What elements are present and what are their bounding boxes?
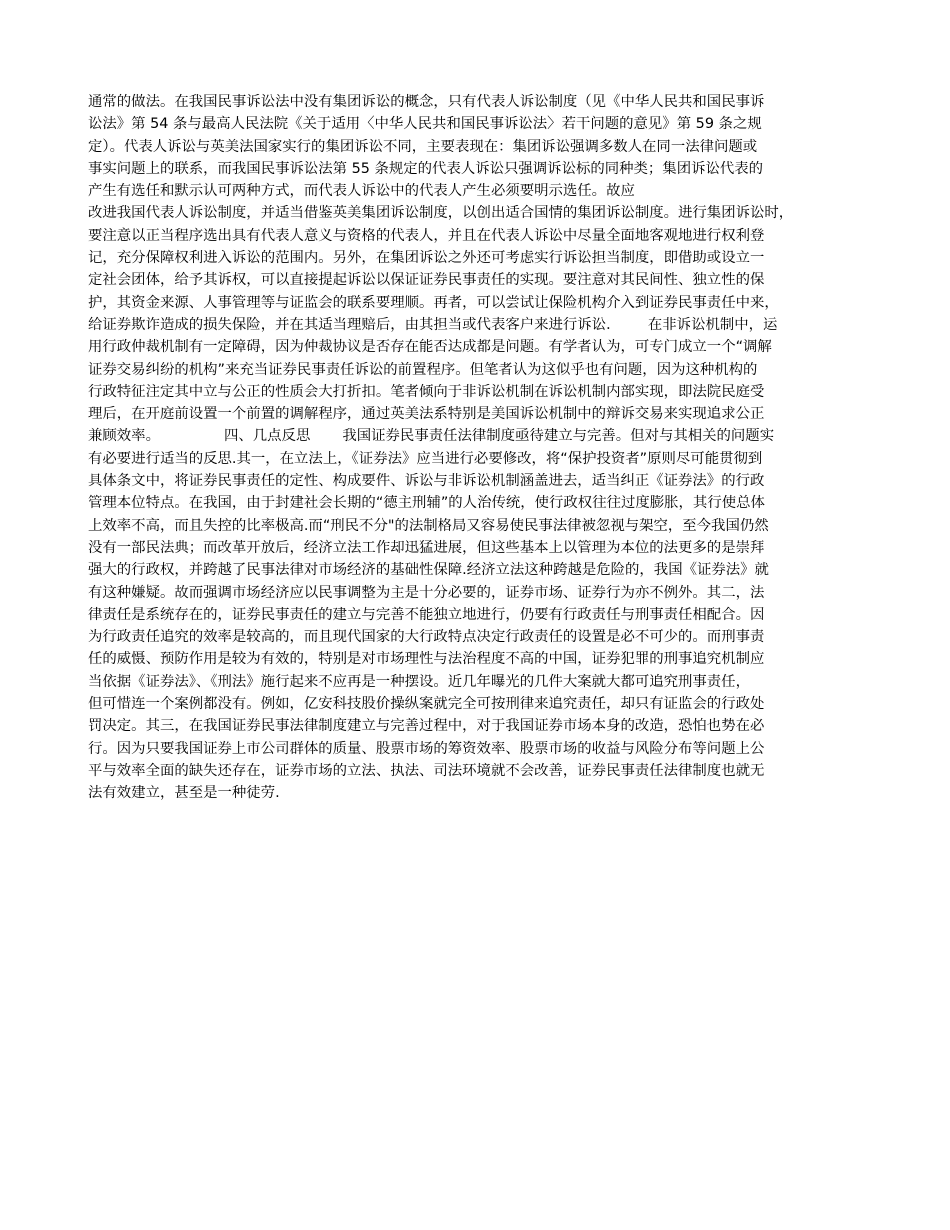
text-line: 管理本位特点。在我国，由于封建社会长期的“德主刑辅”的人治传统，使行政权往往过度膨胀，其行使总体 bbox=[88, 495, 765, 512]
text-line: 行政特征注定其中立与公正的性质会大打折扣。笔者倾向于非诉讼机制在诉讼机制内部实现，即法院民庭受 bbox=[88, 383, 765, 400]
text-line: 有必要进行适当的反思.其一，在立法上，《证券法》应当进行必要修改，将“保护投资者”原则尽可能贯彻到 bbox=[88, 450, 763, 467]
text-line: 改进我国代表人诉讼制度，并适当借鉴英美集团诉讼制度，以创出适合国情的集团诉讼制度。进行集团诉讼时， bbox=[88, 205, 794, 222]
text-line: 但可惜连一个案例都没有。例如，亿安科技股价操纵案就完全可按刑律来追究责任，却只有证监会的行政处 bbox=[88, 696, 765, 713]
text-line: 上效率不高，而且失控的比率极高.而“刑民不分"的法制格局又容易使民事法律被忽视与架空，至今我国仍然 bbox=[88, 517, 769, 534]
text-line: 法有效建立，甚至是一种徒劳. bbox=[88, 785, 280, 802]
text-line: 罚决定。其三，在我国证券民事法律制度建立与完善过程中，对于我国证券市场本身的改造，恐怕也势在必 bbox=[88, 718, 765, 735]
text-line: 兼顾效率。 四、几点反思 我国证券民事责任法律制度亟待建立与完善。但对与其相关的问题实 bbox=[88, 428, 775, 445]
text-line: 律责任是系统存在的，证券民事责任的建立与完善不能独立地进行，仍要有行政责任与刑事责任相配合。因 bbox=[88, 606, 765, 623]
text-line: 通常的做法。在我国民事诉讼法中没有集团诉讼的概念，只有代表人诉讼制度（见《中华人民共和国民事诉 bbox=[88, 94, 765, 110]
text-line: 讼法》第 54 条与最高人民法院《关于适用〈中华人民共和国民事诉讼法〉若干问题的意见》第 59 条之规 bbox=[88, 116, 762, 133]
text-line: 用行政仲裁机制有一定障碍，因为仲裁协议是否存在能否达成都是问题。有学者认为，可专门成立一个“调解 bbox=[88, 339, 772, 356]
text-line: 具体条文中，将证券民事责任的定性、构成要件、诉讼与非诉讼机制涵盖进去，适当纠正《证券法》的行政 bbox=[88, 473, 765, 490]
text-line: 任的威慑、预防作用是较为有效的，特别是对市场理性与法治程度不高的中国，证券犯罪的刑事追究机制应 bbox=[88, 651, 765, 668]
text-line: 强大的行政权，并跨越了民事法律对市场经济的基础性保障.经济立法这种跨越是危险的，我国《证券法》就 bbox=[88, 562, 769, 579]
text-line: 为行政责任追究的效率是较高的，而且现代国家的大行政特点决定行政责任的设置是必不可少的。而刑事责 bbox=[88, 629, 765, 646]
text-line: 证券交易纠纷的机构”来充当证券民事责任诉讼的前置程序。但笔者认为这似乎也有问题，因为这种机构的 bbox=[88, 361, 758, 378]
text-line: 没有一部民法典；而改革开放后，经济立法工作却迅猛进展，但这些基本上以管理为本位的法更多的是崇拜 bbox=[88, 539, 765, 556]
text-line: 记，充分保障权利进入诉讼的范围内。另外，在集团诉讼之外还可考虑实行诉讼担当制度，即借助或设立一 bbox=[88, 250, 765, 267]
text-line: 定社会团体，给予其诉权，可以直接提起诉讼以保证证券民事责任的实现。要注意对其民间性、独立性的保 bbox=[88, 272, 765, 289]
text-line: 行。因为只要我国证券上市公司群体的质量、股票市场的筹资效率、股票市场的收益与风险分布等问题上公 bbox=[88, 740, 765, 757]
text-line: 要注意以正当程序选出具有代表人意义与资格的代表人，并且在代表人诉讼中尽量全面地客观地进行权利登 bbox=[88, 227, 765, 244]
text-line: 定）。代表人诉讼与英美法国家实行的集团诉讼不同，主要表现在：集团诉讼强调多数人在同一法律问题或 bbox=[88, 138, 758, 155]
body-text bbox=[88, 91, 888, 805]
text-line: 平与效率全面的缺失还存在，证券市场的立法、执法、司法环境就不会改善，证券民事责任法律制度也就无 bbox=[88, 762, 765, 779]
text-line: 给证券欺诈造成的损失保险，并在其适当理赔后，由其担当或代表客户来进行诉讼． 在非诉讼机制中，运 bbox=[88, 316, 778, 333]
text-line: 有这种嫌疑。故而强调市场经济应以民事调整为主是十分必要的，证券市场、证券行为亦不例外。其二，法 bbox=[88, 584, 765, 601]
text-line: 产生有选任和默示认可两种方式，而代表人诉讼中的代表人产生必须要明示选任。故应 bbox=[88, 183, 635, 200]
text-line: 事实问题上的联系，而我国民事诉讼法第 55 条规定的代表人诉讼只强调诉讼标的同种类；集团诉讼代表的 bbox=[88, 160, 764, 177]
text-line: 护，其资金来源、人事管理等与证监会的联系要理顺。再者，可以尝试让保险机构介入到证券民事责任中来， bbox=[88, 294, 779, 311]
text-line: 理后，在开庭前设置一个前置的调解程序，通过英美法系特别是美国诉讼机制中的辩诉交易来实现追求公正 bbox=[88, 406, 765, 423]
text-line: 当依据《证券法》、《刑法》施行起来不应再是一种摆设。近几年曝光的几件大案就大都可追究刑事责任， bbox=[88, 673, 750, 690]
